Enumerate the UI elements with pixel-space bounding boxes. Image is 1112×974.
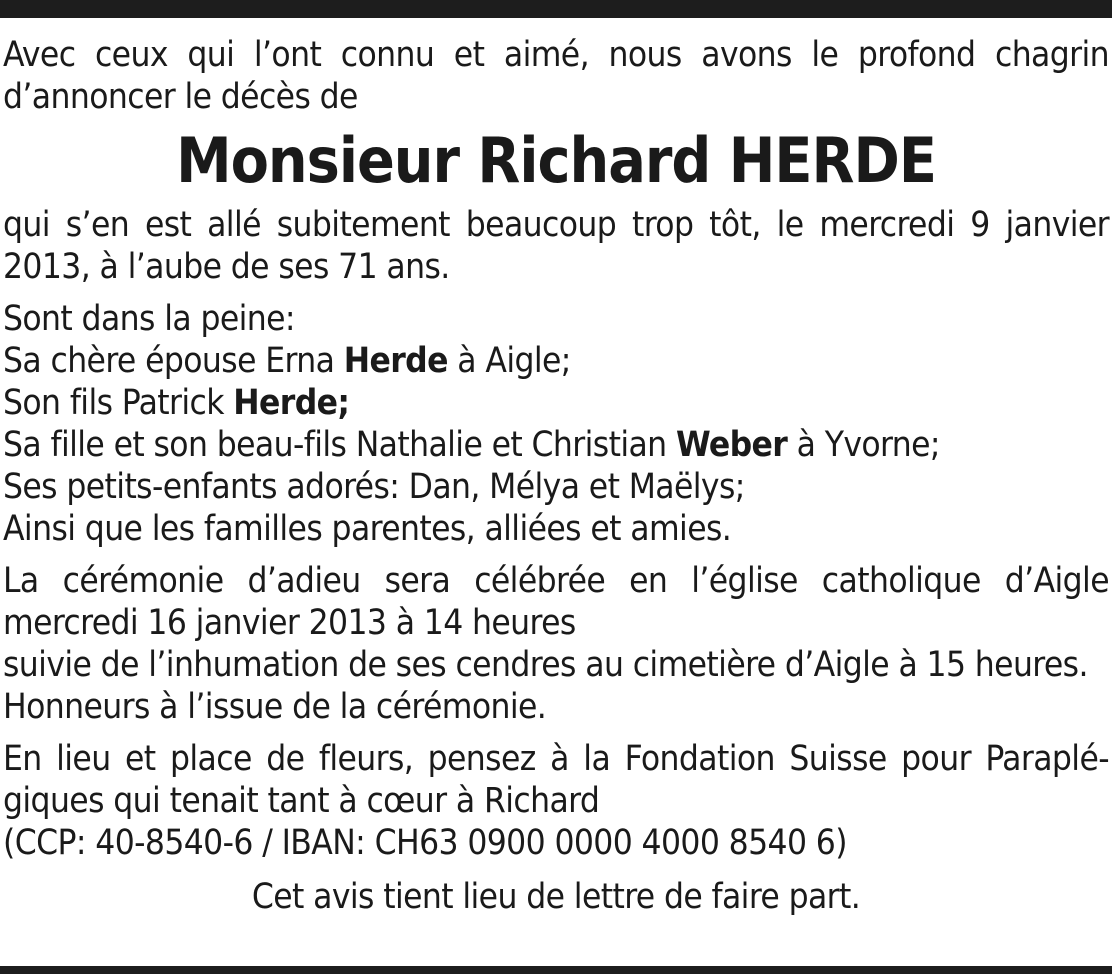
mourner-line: Ses petits-enfants adorés: Dan, Mélya et Maëlys; xyxy=(3,467,745,507)
ceremony-line: suivie de l’inhumation de ses cendres au cimetière d’Aigle à 15 heures. xyxy=(3,645,1088,685)
ceremony-line: mercredi 16 janvier 2013 à 14 heures xyxy=(3,603,576,643)
mourner-line: Sa chère épouse Erna Herde à Aigle; xyxy=(3,341,571,381)
obituary-notice xyxy=(3,34,1109,918)
ceremony-line: La cérémonie d’adieu sera célébrée en l’église catholique d’Aigle xyxy=(3,561,1109,601)
top-border-rule xyxy=(0,0,1112,18)
death-notice-text: qui s’en est allé subitement beaucoup trop tôt, le mercredi 9 janvier 2013, à l’aube de ses 71 ans. xyxy=(3,205,1109,287)
donation-line: giques qui tenait tant à cœur à Richard xyxy=(3,781,600,821)
mourner-line: Ainsi que les familles parentes, alliées et amies. xyxy=(3,509,732,549)
mourners-heading: Sont dans la peine: xyxy=(3,299,295,339)
family-name: Herde xyxy=(343,341,448,381)
intro-text: Avec ceux qui l’ont connu et aimé, nous avons le profond chagrin d’annoncer le décès de xyxy=(3,35,1109,117)
mourners-list xyxy=(3,298,1109,550)
mourner-line: Sa fille et son beau-fils Nathalie et Christian Weber à Yvorne; xyxy=(3,425,940,465)
ceremony-line: Honneurs à l’issue de la cérémonie. xyxy=(3,687,547,727)
deceased-name: Monsieur Richard HERDE xyxy=(176,124,936,197)
donation-details xyxy=(3,738,1109,864)
ceremony-details xyxy=(3,560,1109,728)
donation-line: En lieu et place de fleurs, pensez à la Fondation Suisse pour Paraplé- xyxy=(3,739,1109,779)
family-name: Weber xyxy=(675,425,788,465)
mourner-line: Son fils Patrick Herde; xyxy=(3,383,350,423)
bottom-border-rule xyxy=(0,966,1112,974)
family-name: Herde; xyxy=(233,383,350,423)
footer-notice: Cet avis tient lieu de lettre de faire part. xyxy=(251,877,861,917)
donation-bank-details: (CCP: 40-8540-6 / IBAN: CH63 0900 0000 4000 8540 6) xyxy=(3,823,847,863)
